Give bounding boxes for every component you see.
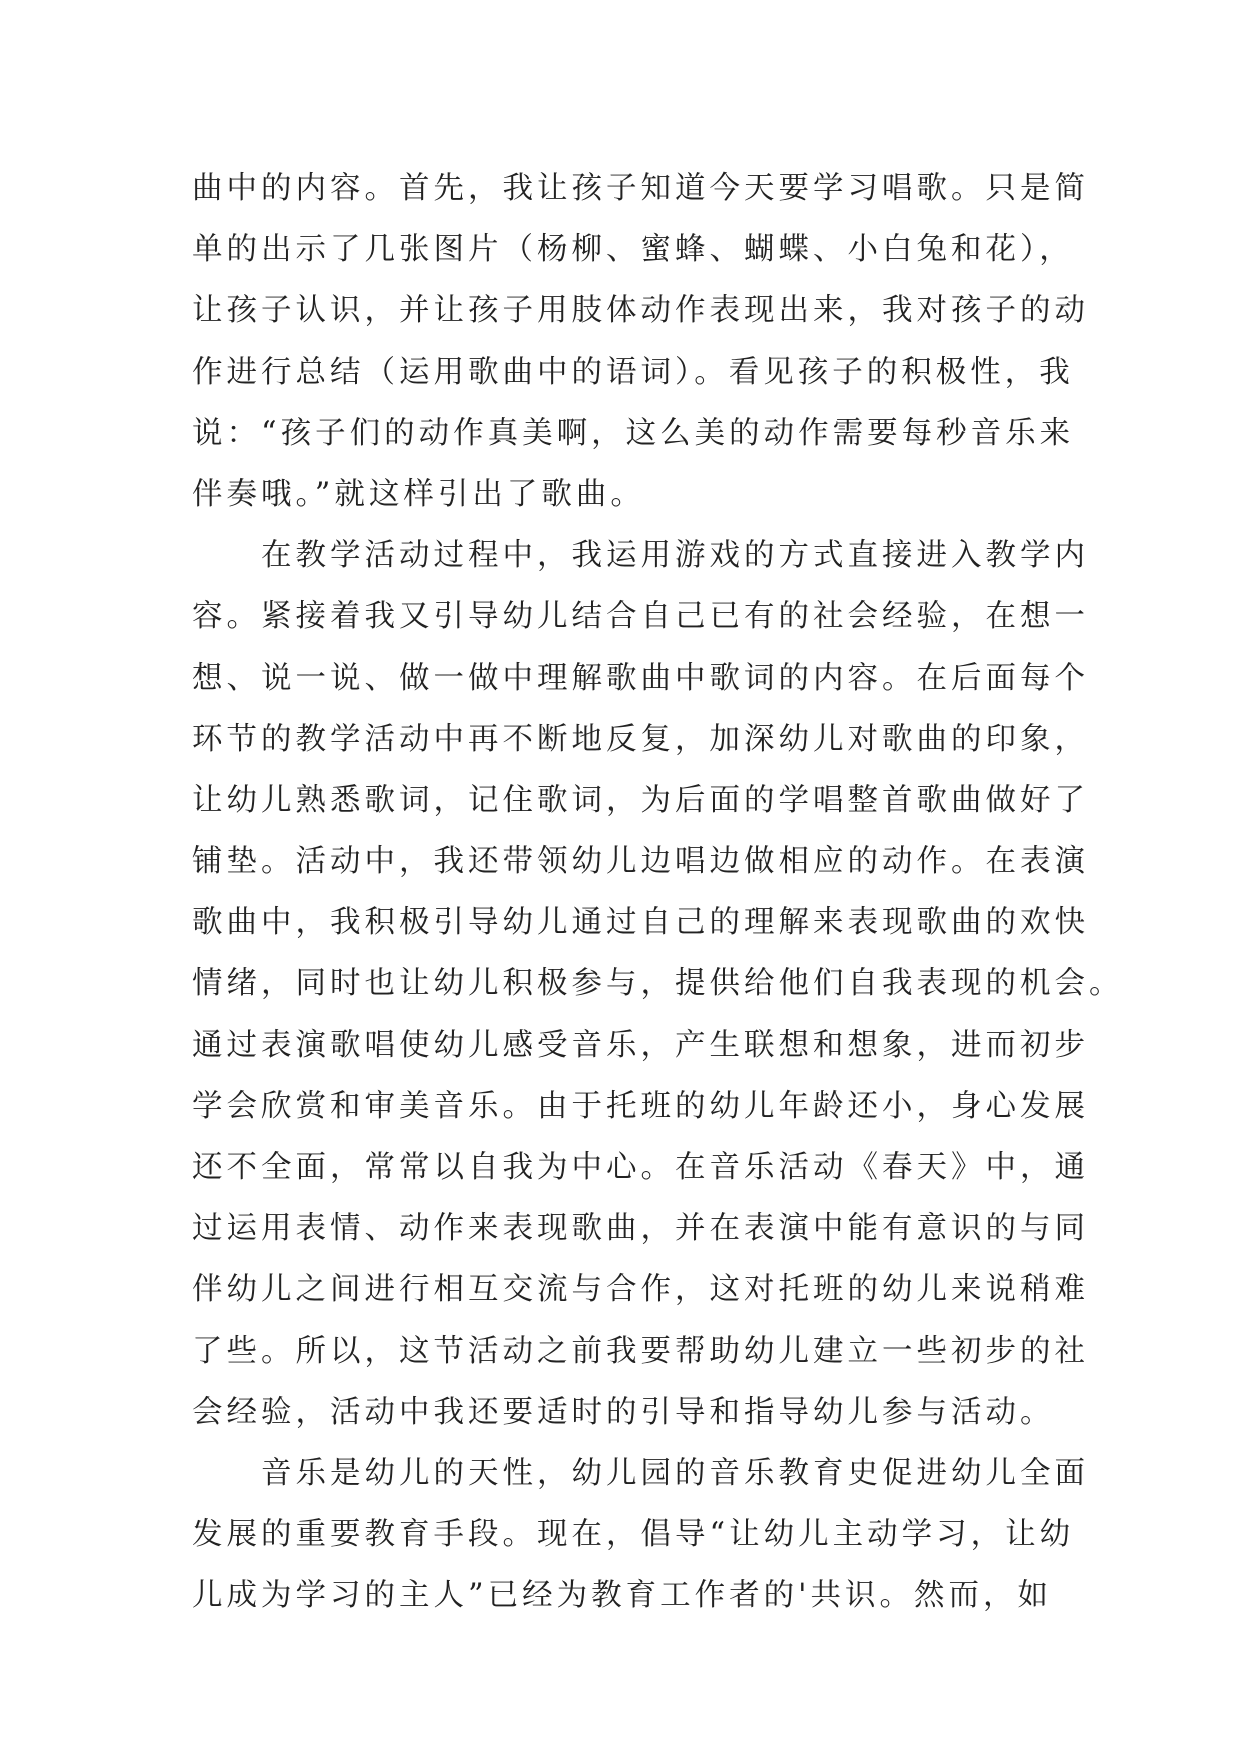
- text-line: 让幼儿熟悉歌词，记住歌词，为后面的学唱整首歌曲做好了: [192, 782, 1089, 818]
- text-line: 铺垫。活动中，我还带领幼儿边唱边做相应的动作。在表演: [192, 844, 1089, 880]
- text-line: 通过表演歌唱使幼儿感受音乐，产生联想和想象，进而初步: [192, 1027, 1089, 1063]
- body-text: [192, 158, 1124, 1627]
- text-line: 让孩子认识，并让孩子用肢体动作表现出来，我对孩子的动: [192, 293, 1089, 329]
- text-line: 了些。所以，这节活动之前我要帮助幼儿建立一些初步的社: [192, 1333, 1089, 1369]
- text-line: 会经验，活动中我还要适时的引导和指导幼儿参与活动。: [192, 1394, 1055, 1430]
- text-line: 学会欣赏和审美音乐。由于托班的幼儿年龄还小，身心发展: [192, 1088, 1089, 1124]
- text-line: 想、说一说、做一做中理解歌曲中歌词的内容。在后面每个: [192, 660, 1089, 696]
- text-line: 发展的重要教育手段。现在，倡导“让幼儿主动学习，让幼: [192, 1517, 1075, 1553]
- text-line: 过运用表情、动作来表现歌曲，并在表演中能有意识的与同: [192, 1211, 1089, 1247]
- text-line: 儿成为学习的主人”已经为教育工作者的'共识。然而，如: [192, 1578, 1052, 1614]
- text-line: 曲中的内容。首先，我让孩子知道今天要学习唱歌。只是简: [192, 171, 1089, 206]
- text-line: 伴幼儿之间进行相互交流与合作，这对托班的幼儿来说稍难: [192, 1272, 1089, 1308]
- text-line: 还不全面，常常以自我为中心。在音乐活动《春天》中，通: [192, 1150, 1089, 1185]
- text-line: 环节的教学活动中再不断地反复，加深幼儿对歌曲的印象，: [192, 721, 1089, 757]
- text-line: 作进行总结（运用歌曲中的语词）。看见孩子的积极性，我: [192, 354, 1074, 390]
- text-line: 说：“孩子们的动作真美啊，这么美的动作需要每秒音乐来: [192, 415, 1075, 451]
- text-line: 情绪，同时也让幼儿积极参与，提供给他们自我表现的机会。: [192, 966, 1124, 1002]
- text-line: 单的出示了几张图片（杨柳、蜜蜂、蝴蝶、小白兔和花），: [192, 232, 1074, 268]
- text-line: 歌曲中，我积极引导幼儿通过自己的理解来表现歌曲的欢快: [192, 905, 1089, 941]
- text-line: 在教学活动过程中，我运用游戏的方式直接进入教学内: [192, 538, 1089, 574]
- text-line: 音乐是幼儿的天性，幼儿园的音乐教育史促进幼儿全面: [192, 1455, 1089, 1491]
- text-line: 伴奏哦。”就这样引出了歌曲。: [192, 476, 645, 512]
- text-line: 容。紧接着我又引导幼儿结合自己已有的社会经验，在想一: [192, 599, 1089, 635]
